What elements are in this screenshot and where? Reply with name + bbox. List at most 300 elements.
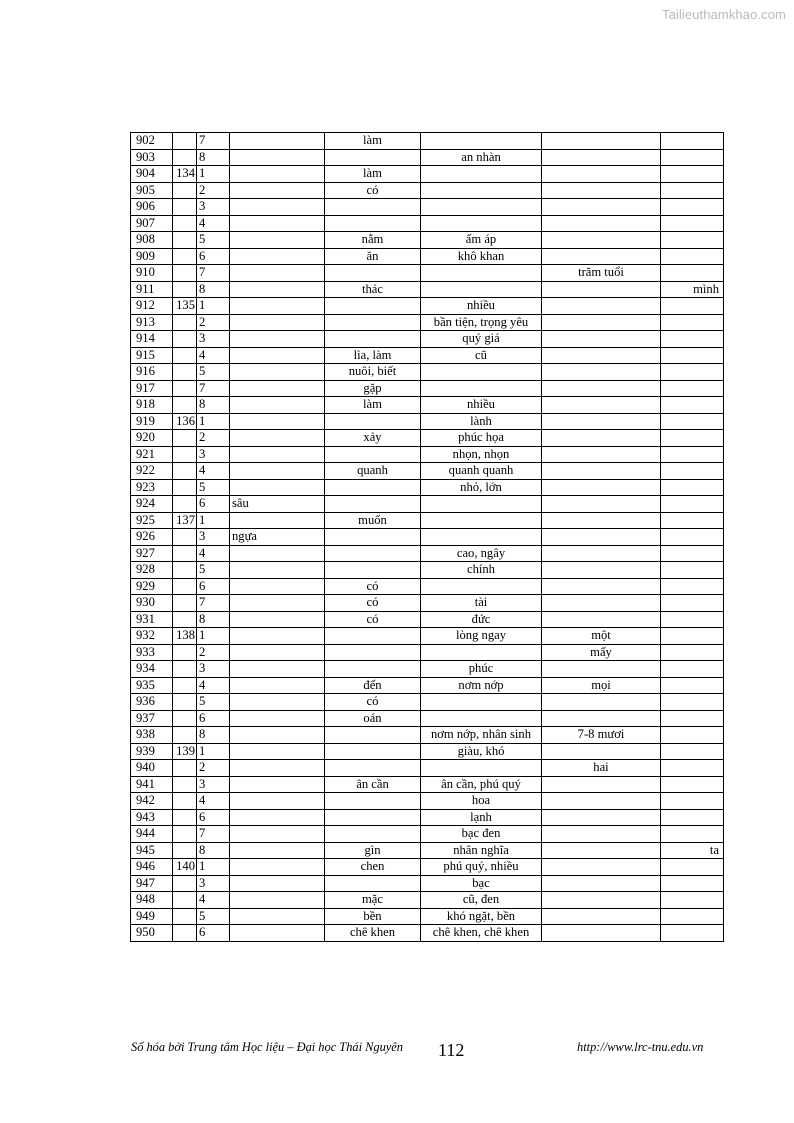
table-cell: 920	[131, 430, 173, 447]
table-cell	[661, 364, 724, 381]
table-cell: 1	[197, 166, 230, 183]
table-cell	[421, 578, 542, 595]
table-cell: khô khan	[421, 248, 542, 265]
table-cell	[325, 199, 421, 216]
table-cell	[661, 793, 724, 810]
table-cell: 5	[197, 232, 230, 249]
table-cell: 937	[131, 710, 173, 727]
table-cell	[661, 463, 724, 480]
table-cell: nơm nớp, nhân sinh	[421, 727, 542, 744]
table-cell: 941	[131, 776, 173, 793]
table-cell: đến	[325, 677, 421, 694]
table-cell	[661, 496, 724, 513]
table-cell: cũ	[421, 347, 542, 364]
table-cell	[661, 826, 724, 843]
table-cell	[230, 809, 325, 826]
table-cell: gìn	[325, 842, 421, 859]
table-cell: lòng ngay	[421, 628, 542, 645]
table-cell	[173, 496, 197, 513]
table-cell	[173, 182, 197, 199]
table-cell	[173, 578, 197, 595]
table-cell: tài	[421, 595, 542, 612]
table-row	[131, 776, 724, 793]
table-cell	[230, 545, 325, 562]
table-cell	[661, 743, 724, 760]
table-row	[131, 512, 724, 529]
table-row	[131, 496, 724, 513]
table-cell	[173, 281, 197, 298]
table-cell	[661, 661, 724, 678]
table-row	[131, 661, 724, 678]
table-cell	[542, 298, 661, 315]
table-cell: 3	[197, 199, 230, 216]
table-cell	[661, 694, 724, 711]
table-cell	[661, 248, 724, 265]
table-cell	[421, 760, 542, 777]
table-cell: bền	[325, 908, 421, 925]
table-cell: 7	[197, 826, 230, 843]
table-cell	[173, 562, 197, 579]
table-cell: 933	[131, 644, 173, 661]
table-cell: 938	[131, 727, 173, 744]
table-cell: muốn	[325, 512, 421, 529]
table-cell: ân cần	[325, 776, 421, 793]
watermark-text: Tailieuthamkhao.com	[661, 7, 786, 22]
table-row	[131, 727, 724, 744]
table-cell: 7	[197, 133, 230, 150]
table-cell: có	[325, 578, 421, 595]
table-cell: 910	[131, 265, 173, 282]
table-cell: 134	[173, 166, 197, 183]
table-cell	[542, 364, 661, 381]
table-cell: 922	[131, 463, 173, 480]
table-cell	[542, 446, 661, 463]
table-cell	[173, 595, 197, 612]
table-cell	[173, 314, 197, 331]
table-cell	[542, 496, 661, 513]
table-cell	[173, 397, 197, 414]
word-table	[130, 132, 724, 942]
table-cell	[230, 776, 325, 793]
table-cell: 3	[197, 875, 230, 892]
table-cell	[325, 298, 421, 315]
table-cell: 8	[197, 149, 230, 166]
footer-source: Số hóa bởi Trung tâm Học liệu – Đại học Thái Nguyên	[131, 1040, 403, 1054]
table-cell: nhân nghĩa	[421, 842, 542, 859]
table-cell	[173, 677, 197, 694]
table-cell	[421, 364, 542, 381]
table-cell	[421, 644, 542, 661]
table-row	[131, 232, 724, 249]
table-cell: khó ngặt, bền	[421, 908, 542, 925]
table-cell	[325, 644, 421, 661]
table-cell	[230, 908, 325, 925]
table-cell	[325, 479, 421, 496]
table-cell	[661, 413, 724, 430]
table-row	[131, 479, 724, 496]
table-cell	[230, 380, 325, 397]
table-cell: 3	[197, 661, 230, 678]
table-cell	[173, 199, 197, 216]
table-cell	[230, 133, 325, 150]
table-cell	[173, 710, 197, 727]
table-cell: oán	[325, 710, 421, 727]
table-cell: 3	[197, 331, 230, 348]
table-cell: 934	[131, 661, 173, 678]
table-cell: 1	[197, 743, 230, 760]
table-cell	[173, 364, 197, 381]
table-cell	[542, 859, 661, 876]
table-cell: 903	[131, 149, 173, 166]
table-cell	[173, 892, 197, 909]
table-cell: phú quý, nhiều	[421, 859, 542, 876]
table-cell: 5	[197, 479, 230, 496]
table-cell: 927	[131, 545, 173, 562]
table-cell	[542, 925, 661, 942]
table-cell	[325, 446, 421, 463]
table-cell	[173, 529, 197, 546]
table-row	[131, 446, 724, 463]
table-cell	[230, 842, 325, 859]
table-cell: gặp	[325, 380, 421, 397]
table-cell: 916	[131, 364, 173, 381]
table-cell	[421, 710, 542, 727]
table-row	[131, 925, 724, 942]
table-cell	[542, 892, 661, 909]
table-cell: xảy	[325, 430, 421, 447]
table-cell: thác	[325, 281, 421, 298]
table-row	[131, 677, 724, 694]
table-cell	[173, 694, 197, 711]
table-cell	[542, 248, 661, 265]
table-cell: một	[542, 628, 661, 645]
table-cell: làm	[325, 397, 421, 414]
table-cell: 908	[131, 232, 173, 249]
table-cell	[173, 809, 197, 826]
table-cell	[421, 694, 542, 711]
table-cell: 140	[173, 859, 197, 876]
table-cell	[230, 661, 325, 678]
table-cell	[542, 710, 661, 727]
table-row	[131, 892, 724, 909]
table-cell: chính	[421, 562, 542, 579]
table-cell: 2	[197, 644, 230, 661]
table-cell	[542, 694, 661, 711]
table-cell: mấy	[542, 644, 661, 661]
table-row	[131, 248, 724, 265]
table-cell	[661, 397, 724, 414]
table-row	[131, 314, 724, 331]
table-cell: mặc	[325, 892, 421, 909]
table-row	[131, 545, 724, 562]
table-row	[131, 760, 724, 777]
table-cell: nhọn, nhọn	[421, 446, 542, 463]
table-cell: 907	[131, 215, 173, 232]
table-cell	[542, 809, 661, 826]
table-cell	[230, 397, 325, 414]
table-cell: nhỏ, lớn	[421, 479, 542, 496]
table-cell	[325, 496, 421, 513]
table-cell: 1	[197, 628, 230, 645]
table-cell	[173, 727, 197, 744]
table-cell: 8	[197, 727, 230, 744]
table-cell: 949	[131, 908, 173, 925]
table-cell	[230, 710, 325, 727]
table-cell	[173, 479, 197, 496]
table-cell	[661, 298, 724, 315]
table-cell	[542, 875, 661, 892]
table-cell	[661, 232, 724, 249]
table-cell: 2	[197, 430, 230, 447]
table-cell	[421, 182, 542, 199]
table-cell	[173, 875, 197, 892]
table-cell: 139	[173, 743, 197, 760]
table-cell	[661, 859, 724, 876]
table-cell	[173, 446, 197, 463]
table-cell	[230, 875, 325, 892]
table-cell: 5	[197, 562, 230, 579]
table-cell	[661, 611, 724, 628]
table-cell: đức	[421, 611, 542, 628]
table-cell	[173, 133, 197, 150]
table-cell	[542, 199, 661, 216]
table-cell	[230, 364, 325, 381]
table-cell: 935	[131, 677, 173, 694]
table-cell	[421, 281, 542, 298]
table-cell: 1	[197, 298, 230, 315]
table-cell	[230, 248, 325, 265]
table-cell: có	[325, 182, 421, 199]
table-cell	[661, 727, 724, 744]
table-row	[131, 463, 724, 480]
table-cell	[325, 760, 421, 777]
table-cell	[542, 133, 661, 150]
table-cell: ấm áp	[421, 232, 542, 249]
table-cell: chen	[325, 859, 421, 876]
table-cell: giàu, khó	[421, 743, 542, 760]
table-cell: 911	[131, 281, 173, 298]
table-row	[131, 595, 724, 612]
table-cell: 136	[173, 413, 197, 430]
table-cell	[661, 562, 724, 579]
table-cell	[542, 281, 661, 298]
table-cell: lành	[421, 413, 542, 430]
table-cell: 945	[131, 842, 173, 859]
table-cell	[661, 430, 724, 447]
table-cell: 909	[131, 248, 173, 265]
table-cell: 6	[197, 925, 230, 942]
table-cell: 6	[197, 809, 230, 826]
table-cell	[661, 875, 724, 892]
table-cell: 918	[131, 397, 173, 414]
table-cell	[421, 265, 542, 282]
table-row	[131, 298, 724, 315]
table-cell: hoa	[421, 793, 542, 810]
table-cell: 906	[131, 199, 173, 216]
table-cell	[230, 694, 325, 711]
table-cell	[230, 859, 325, 876]
table-cell: 912	[131, 298, 173, 315]
table-cell	[661, 314, 724, 331]
table-cell	[661, 545, 724, 562]
table-cell	[325, 413, 421, 430]
table-row	[131, 809, 724, 826]
table-cell	[173, 611, 197, 628]
table-cell	[661, 380, 724, 397]
table-cell	[661, 908, 724, 925]
table-cell	[542, 232, 661, 249]
table-cell	[230, 182, 325, 199]
table-cell: 4	[197, 545, 230, 562]
table-cell: ăn	[325, 248, 421, 265]
table-cell	[661, 347, 724, 364]
table-cell	[230, 611, 325, 628]
table-cell	[230, 677, 325, 694]
table-cell: quanh	[325, 463, 421, 480]
table-cell: quanh quanh	[421, 463, 542, 480]
table-cell: 947	[131, 875, 173, 892]
table-cell: 7	[197, 265, 230, 282]
table-cell	[421, 199, 542, 216]
table-cell: 138	[173, 628, 197, 645]
table-cell	[230, 413, 325, 430]
table-cell: 4	[197, 463, 230, 480]
table-cell: 919	[131, 413, 173, 430]
table-cell	[542, 149, 661, 166]
table-cell	[661, 199, 724, 216]
table-cell	[325, 331, 421, 348]
table-cell: 7	[197, 380, 230, 397]
table-cell: 917	[131, 380, 173, 397]
table-row	[131, 166, 724, 183]
table-cell: 135	[173, 298, 197, 315]
table-cell: 4	[197, 793, 230, 810]
table-row	[131, 215, 724, 232]
table-row	[131, 331, 724, 348]
table-cell	[661, 529, 724, 546]
table-cell: nhiều	[421, 397, 542, 414]
table-cell	[173, 463, 197, 480]
table-row	[131, 842, 724, 859]
table-row	[131, 199, 724, 216]
table-cell: an nhàn	[421, 149, 542, 166]
table-cell	[173, 925, 197, 942]
table-cell: có	[325, 611, 421, 628]
table-cell	[661, 760, 724, 777]
table-cell	[661, 892, 724, 909]
table-row	[131, 826, 724, 843]
table-cell: 6	[197, 578, 230, 595]
table-cell	[661, 628, 724, 645]
table-cell	[173, 248, 197, 265]
table-cell	[230, 430, 325, 447]
table-row	[131, 644, 724, 661]
table-cell	[325, 215, 421, 232]
table-cell	[542, 562, 661, 579]
table-cell: 930	[131, 595, 173, 612]
table-cell	[542, 413, 661, 430]
table-cell	[173, 232, 197, 249]
table-cell	[325, 809, 421, 826]
table-cell: 929	[131, 578, 173, 595]
table-cell	[421, 380, 542, 397]
table-row	[131, 133, 724, 150]
table-cell: 948	[131, 892, 173, 909]
table-cell	[661, 166, 724, 183]
table-cell	[230, 628, 325, 645]
table-cell	[230, 232, 325, 249]
table-cell: 3	[197, 529, 230, 546]
table-cell: 904	[131, 166, 173, 183]
table-cell: 3	[197, 446, 230, 463]
table-cell	[542, 166, 661, 183]
table-cell: 925	[131, 512, 173, 529]
table-cell: 914	[131, 331, 173, 348]
table-row	[131, 578, 724, 595]
table-cell: bần tiện, trọng yêu	[421, 314, 542, 331]
table-cell	[542, 215, 661, 232]
table-cell: 1	[197, 512, 230, 529]
table-cell	[173, 149, 197, 166]
table-cell: nằm	[325, 232, 421, 249]
table-cell	[173, 661, 197, 678]
table-cell	[325, 314, 421, 331]
table-cell: 928	[131, 562, 173, 579]
table-cell	[230, 281, 325, 298]
table-row	[131, 562, 724, 579]
table-cell: 5	[197, 908, 230, 925]
table-cell	[173, 215, 197, 232]
table-cell	[173, 265, 197, 282]
table-cell: 5	[197, 694, 230, 711]
table-cell: 7-8 mươi	[542, 727, 661, 744]
table-cell	[230, 727, 325, 744]
table-cell	[325, 875, 421, 892]
table-cell	[421, 529, 542, 546]
table-cell: 6	[197, 248, 230, 265]
table-cell	[173, 644, 197, 661]
table-cell	[542, 793, 661, 810]
table-cell: 4	[197, 677, 230, 694]
table-cell: 1	[197, 413, 230, 430]
table-cell	[542, 611, 661, 628]
table-cell	[230, 215, 325, 232]
table-cell	[230, 199, 325, 216]
table-cell	[325, 149, 421, 166]
table-cell	[542, 463, 661, 480]
table-cell	[542, 776, 661, 793]
table-cell	[173, 776, 197, 793]
table-cell: 943	[131, 809, 173, 826]
table-cell	[661, 265, 724, 282]
table-cell: 926	[131, 529, 173, 546]
table-cell	[325, 826, 421, 843]
page-number: 112	[438, 1040, 465, 1060]
table-cell	[421, 215, 542, 232]
table-cell	[542, 529, 661, 546]
table-cell	[661, 182, 724, 199]
table-cell	[230, 578, 325, 595]
table-cell	[661, 578, 724, 595]
table-row	[131, 628, 724, 645]
table-cell: 924	[131, 496, 173, 513]
table-cell	[421, 133, 542, 150]
table-cell: 923	[131, 479, 173, 496]
table-cell: ta	[661, 842, 724, 859]
table-cell	[661, 215, 724, 232]
table-cell	[661, 809, 724, 826]
table-cell	[421, 496, 542, 513]
